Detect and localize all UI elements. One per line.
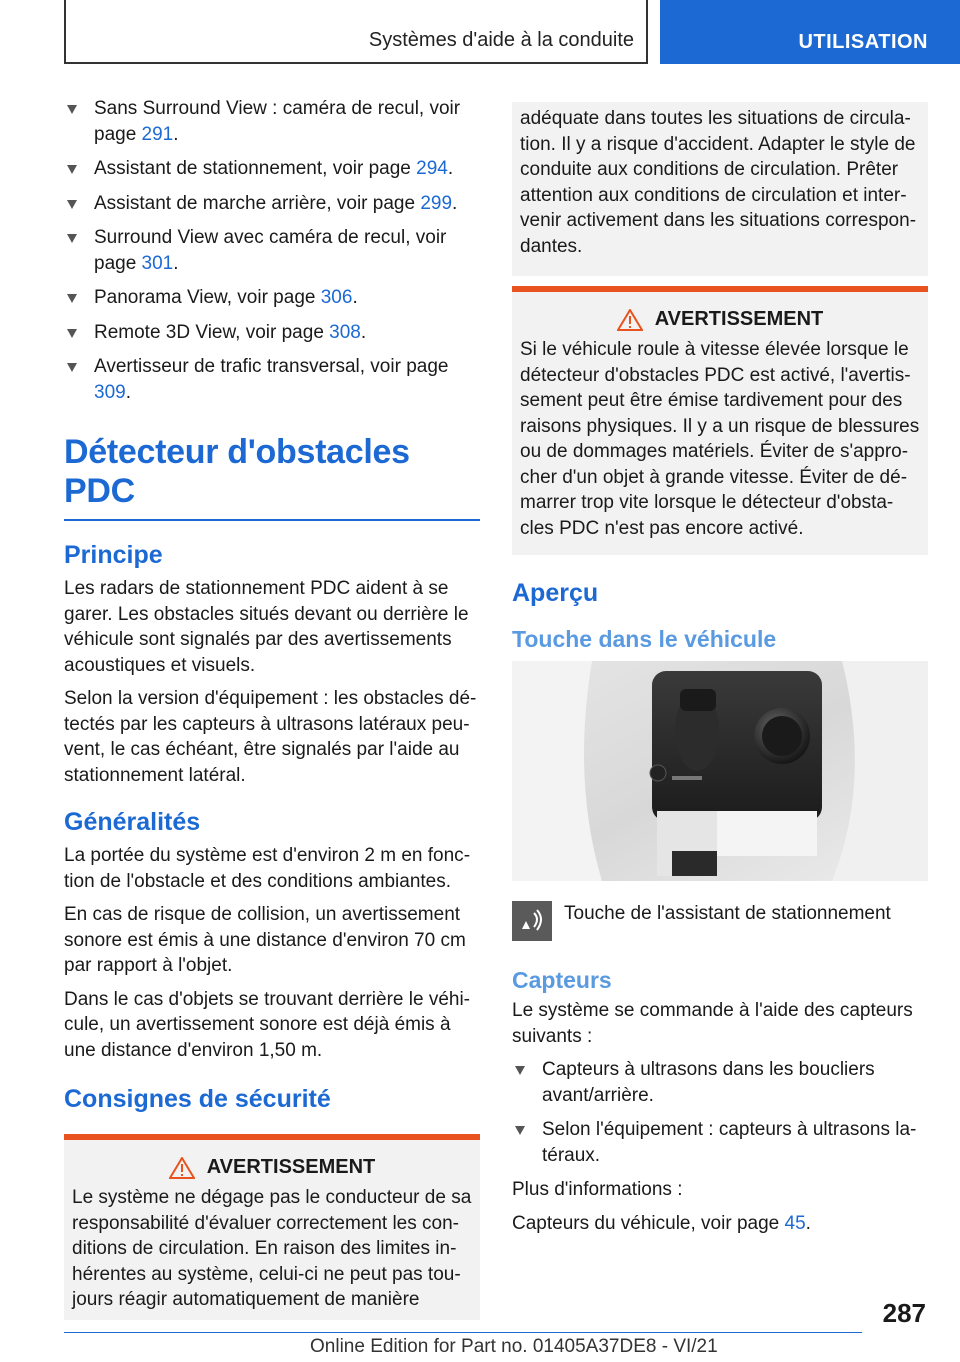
header-chapter-title: UTILISATION xyxy=(798,31,928,53)
footer-edition: Online Edition for Part no. 01405A37DE8 - VI/21 xyxy=(310,1336,718,1357)
warning-box-continued xyxy=(512,102,928,276)
heading-consignes: Consignes de sécurité xyxy=(64,1085,331,1113)
warning-text: Si le véhicule roule à vitesse élevée lorsque le détecteur d'obstacles PDC est activé, l'avertissement peut être émise tardivement pour des raisons physiques. Il y a un risque de blessures ou de dommages matériels. Éviter de s'approcher d'un objet à grande vitesse. Éviter de démarrer trop vite lorsque le détecteur d'obstacles PDC n'est pas encore activé. xyxy=(520,339,920,539)
list-item: Assistant de marche arrière, voir page 299. xyxy=(64,191,480,217)
triangle-bullet-icon xyxy=(67,329,77,338)
warning-box xyxy=(64,1134,480,1320)
warning-text: Le système ne dégage pas le conducteur de sa responsabilité d'évaluer correctement les conditions de circulation. En raison des limites inhérentes au système, celui-ci ne peut pas toujours réagir automatiquement de manière xyxy=(72,1187,472,1310)
left-column xyxy=(64,96,480,1320)
warning-text: adéquate dans toutes les situations de circulation. Il y a risque d'accident. Adapter le style de conduite aux conditions de circulation. Prêter attention aux conditions de circulation et intervenir activement dans les situations correspondantes. xyxy=(520,108,917,257)
triangle-bullet-icon xyxy=(67,165,77,174)
warning-triangle-icon xyxy=(169,1157,195,1179)
heading-principe: Principe xyxy=(64,541,163,569)
list-item: Assistant de stationnement, voir page 294. xyxy=(64,156,480,182)
chapter-title: Détecteur d'obstacles PDC xyxy=(64,433,480,521)
paragraph: En cas de risque de collision, un avertissement sonore est émis à une distance d'environ 70 cm par rapport à l'objet. xyxy=(64,904,466,976)
heading-capteurs: Capteurs xyxy=(512,967,612,993)
warning-box xyxy=(512,286,928,555)
triangle-bullet-icon xyxy=(67,294,77,303)
cross-reference-list xyxy=(64,96,480,405)
paragraph: Capteurs du véhicule, voir page 45. xyxy=(512,1212,811,1234)
page-link[interactable]: 308 xyxy=(329,321,361,343)
page-link[interactable]: 45 xyxy=(784,1212,806,1234)
triangle-bullet-icon xyxy=(67,105,77,114)
paragraph: Les radars de stationnement PDC aident à se garer. Les obstacles situés devant ou derrière le véhicule sont signalés par des avertissements acoustiques et visuels. xyxy=(64,578,469,676)
page-number: 287 xyxy=(882,1298,926,1328)
list-item: Sans Surround View : caméra de recul, voir page 291. xyxy=(64,96,480,147)
header-section-box xyxy=(64,0,648,64)
sensor-list xyxy=(512,1057,928,1168)
list-item: Capteurs à ultrasons dans les boucliers avant/arrière. xyxy=(512,1057,928,1108)
page-link[interactable]: 301 xyxy=(141,252,174,274)
list-item: Panorama View, voir page 306. xyxy=(64,285,480,311)
warning-triangle-icon xyxy=(617,309,643,331)
list-item: Avertisseur de trafic transversal, voir page 309. xyxy=(64,354,480,405)
warning-title: AVERTISSEMENT xyxy=(520,308,920,331)
page-link[interactable]: 294 xyxy=(416,158,448,179)
header-section-title: Systèmes d'aide à la conduite xyxy=(368,29,634,51)
triangle-bullet-icon xyxy=(67,200,77,209)
page-link[interactable]: 291 xyxy=(141,123,174,145)
photo-caption: Touche de l'assistant de stationnement xyxy=(512,899,928,941)
heading-touche: Touche dans le véhicule xyxy=(512,626,777,652)
header-chapter-box xyxy=(660,0,960,64)
page-link[interactable]: 299 xyxy=(420,192,453,214)
list-item: Remote 3D View, voir page 308. xyxy=(64,320,480,346)
park-assist-button-icon xyxy=(512,901,552,941)
paragraph: La portée du système est d'environ 2 m en fonction de l'obstacle et des conditions ambiantes. xyxy=(64,845,471,892)
warning-title: AVERTISSEMENT xyxy=(72,1156,472,1179)
heading-generalites: Généralités xyxy=(64,808,201,836)
console-illustration xyxy=(512,661,928,881)
paragraph: Plus d'informations : xyxy=(512,1179,683,1200)
triangle-bullet-icon xyxy=(67,363,77,372)
list-item: Surround View avec caméra de recul, voir page 301. xyxy=(64,225,480,276)
paragraph: Le système se commande à l'aide des capteurs suivants : xyxy=(512,1000,913,1047)
paragraph: Dans le cas d'objets se trouvant derrière le véhicule, un avertissement sonore est déjà émis à une distance d'environ 1,50 m. xyxy=(64,988,470,1061)
right-column xyxy=(512,102,928,1244)
heading-apercu: Aperçu xyxy=(512,579,599,607)
page-link[interactable]: 306 xyxy=(320,287,353,308)
page-link[interactable]: 309 xyxy=(94,381,126,403)
paragraph: Selon la version d'équipement : les obstacles détectés par les capteurs à ultrasons latéraux peuvent, le cas échéant, être signalés par l'aide au stationnement latéral. xyxy=(64,688,477,786)
triangle-bullet-icon xyxy=(515,1126,525,1135)
list-item: Selon l'équipement : capteurs à ultrasons latéraux. xyxy=(512,1117,928,1168)
vehicle-console-photo xyxy=(512,661,928,881)
triangle-bullet-icon xyxy=(67,234,77,243)
triangle-bullet-icon xyxy=(515,1066,525,1075)
footer-rule xyxy=(64,1332,862,1333)
